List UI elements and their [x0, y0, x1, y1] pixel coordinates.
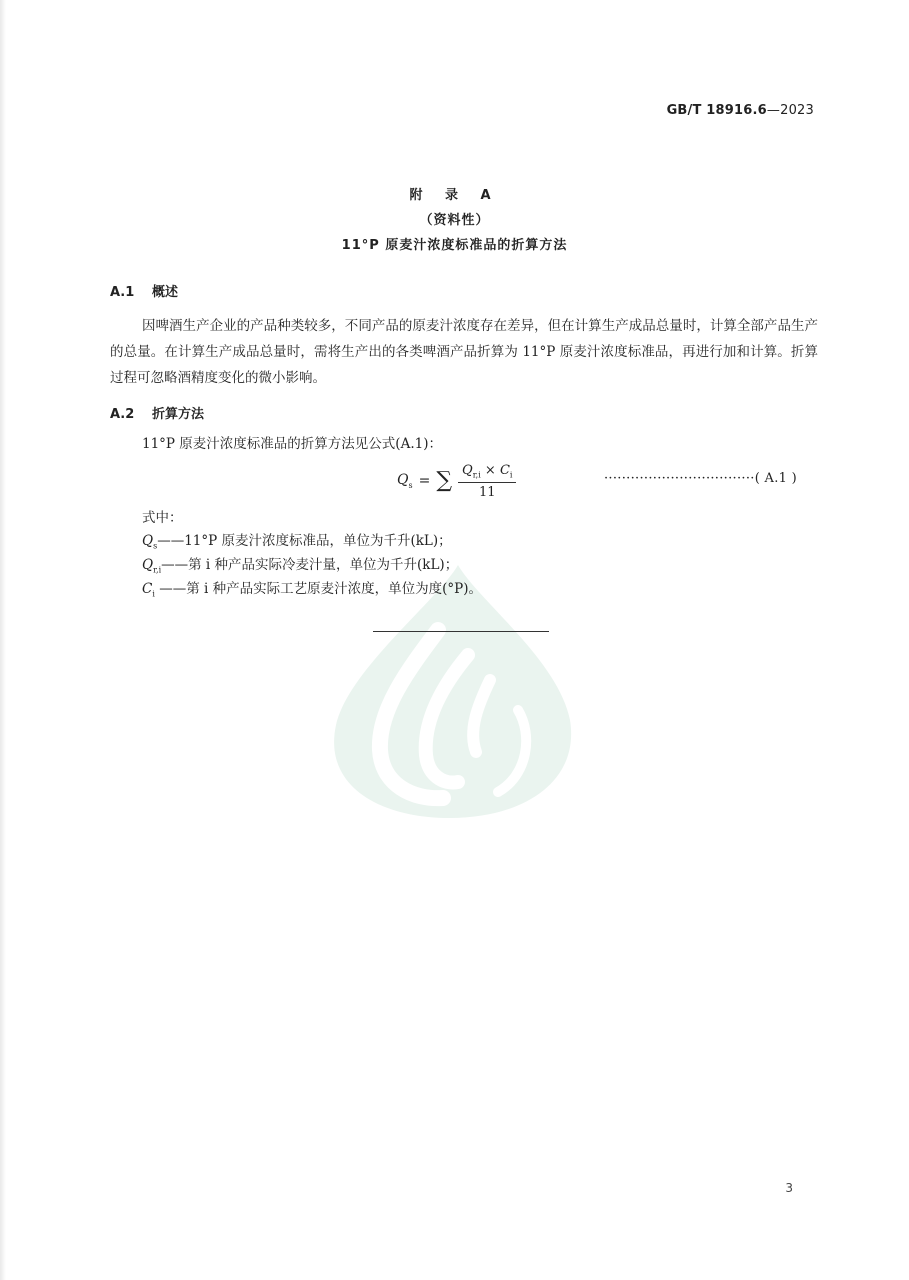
definition-symbol-sub: r,i	[153, 565, 162, 575]
section-a2-heading	[110, 403, 204, 422]
formula-numerator	[458, 463, 516, 483]
definition-symbol	[142, 533, 157, 549]
standard-code-year: —2023	[766, 103, 814, 118]
formula-times: ×	[484, 463, 496, 478]
end-of-appendix-rule	[373, 631, 549, 632]
definition-item	[142, 553, 458, 575]
formula-lhs-sub: s	[408, 481, 413, 491]
definition-symbol	[142, 581, 155, 597]
formula-denominator: 11	[478, 484, 496, 500]
definition-item	[142, 529, 452, 551]
section-a2-number: A.2	[110, 407, 135, 422]
definition-symbol-letter: C	[142, 581, 153, 597]
equation-number-line	[604, 471, 797, 486]
definition-item	[142, 577, 482, 599]
standard-code	[667, 103, 814, 118]
water-drop-watermark-icon	[318, 560, 588, 820]
definition-symbol-sub: i	[152, 589, 155, 599]
formula-equals: =	[418, 473, 431, 490]
summation-icon: ∑	[436, 468, 453, 494]
definition-symbol	[142, 557, 161, 573]
section-a1-number: A.1	[110, 285, 135, 300]
section-a2-intro: 11°P 原麦汁浓度标准品的折算方法见公式(A.1)：	[142, 436, 442, 452]
standard-code-number: GB/T 18916.6	[666, 103, 767, 118]
equation-number: ( A.1 )	[754, 471, 798, 486]
section-a2-title: 折算方法	[152, 407, 205, 422]
section-a1-heading	[110, 281, 178, 300]
equation-leader-dots: ··································	[604, 471, 755, 486]
formula-num-c-sub: i	[509, 470, 513, 480]
formula-num-q-sub: r,i	[472, 470, 481, 480]
definition-text: 第 i 种产品实际冷麦汁量，单位为千升(kL)；	[188, 557, 459, 573]
definition-text: 11°P 原麦汁浓度标准品，单位为千升(kL)；	[184, 533, 452, 549]
definition-dash: ——	[161, 557, 189, 573]
appendix-nature: （资料性）	[419, 213, 490, 228]
formula-lhs	[397, 472, 413, 490]
formula-num-q: Q	[462, 463, 473, 478]
definition-symbol-letter: Q	[142, 557, 154, 573]
definition-text: 第 i 种产品实际工艺原麦汁浓度，单位为度(°P)。	[186, 581, 482, 597]
appendix-title-block	[0, 183, 909, 258]
definitions-label: 式中：	[142, 510, 183, 526]
definition-symbol-sub: s	[153, 541, 158, 551]
page-number: 3	[785, 1181, 793, 1195]
definition-dash: ——	[157, 533, 185, 549]
appendix-title: 11°P 原麦汁浓度标准品的折算方法	[341, 238, 568, 253]
definition-dash: ——	[154, 581, 187, 597]
definition-symbol-letter: Q	[142, 533, 154, 549]
formula-a1	[397, 463, 516, 500]
formula-num-c: C	[499, 463, 510, 478]
formula-lhs-symbol: Q	[397, 472, 409, 489]
section-a1-paragraph: 因啤酒生产企业的产品种类较多，不同产品的原麦汁浓度存在差异，但在计算生产成品总量时，计算全部产品生产的总量。在计算生产成品总量时，需将生产出的各类啤酒产品折算为 11°P 原麦汁浓度标准品，再进行加和计算。折算过程可忽略酒精度变化的微小影响。	[110, 318, 818, 386]
formula-fraction	[458, 463, 516, 500]
section-a1-title: 概述	[152, 285, 179, 300]
appendix-label: 附 录 A	[409, 188, 500, 203]
